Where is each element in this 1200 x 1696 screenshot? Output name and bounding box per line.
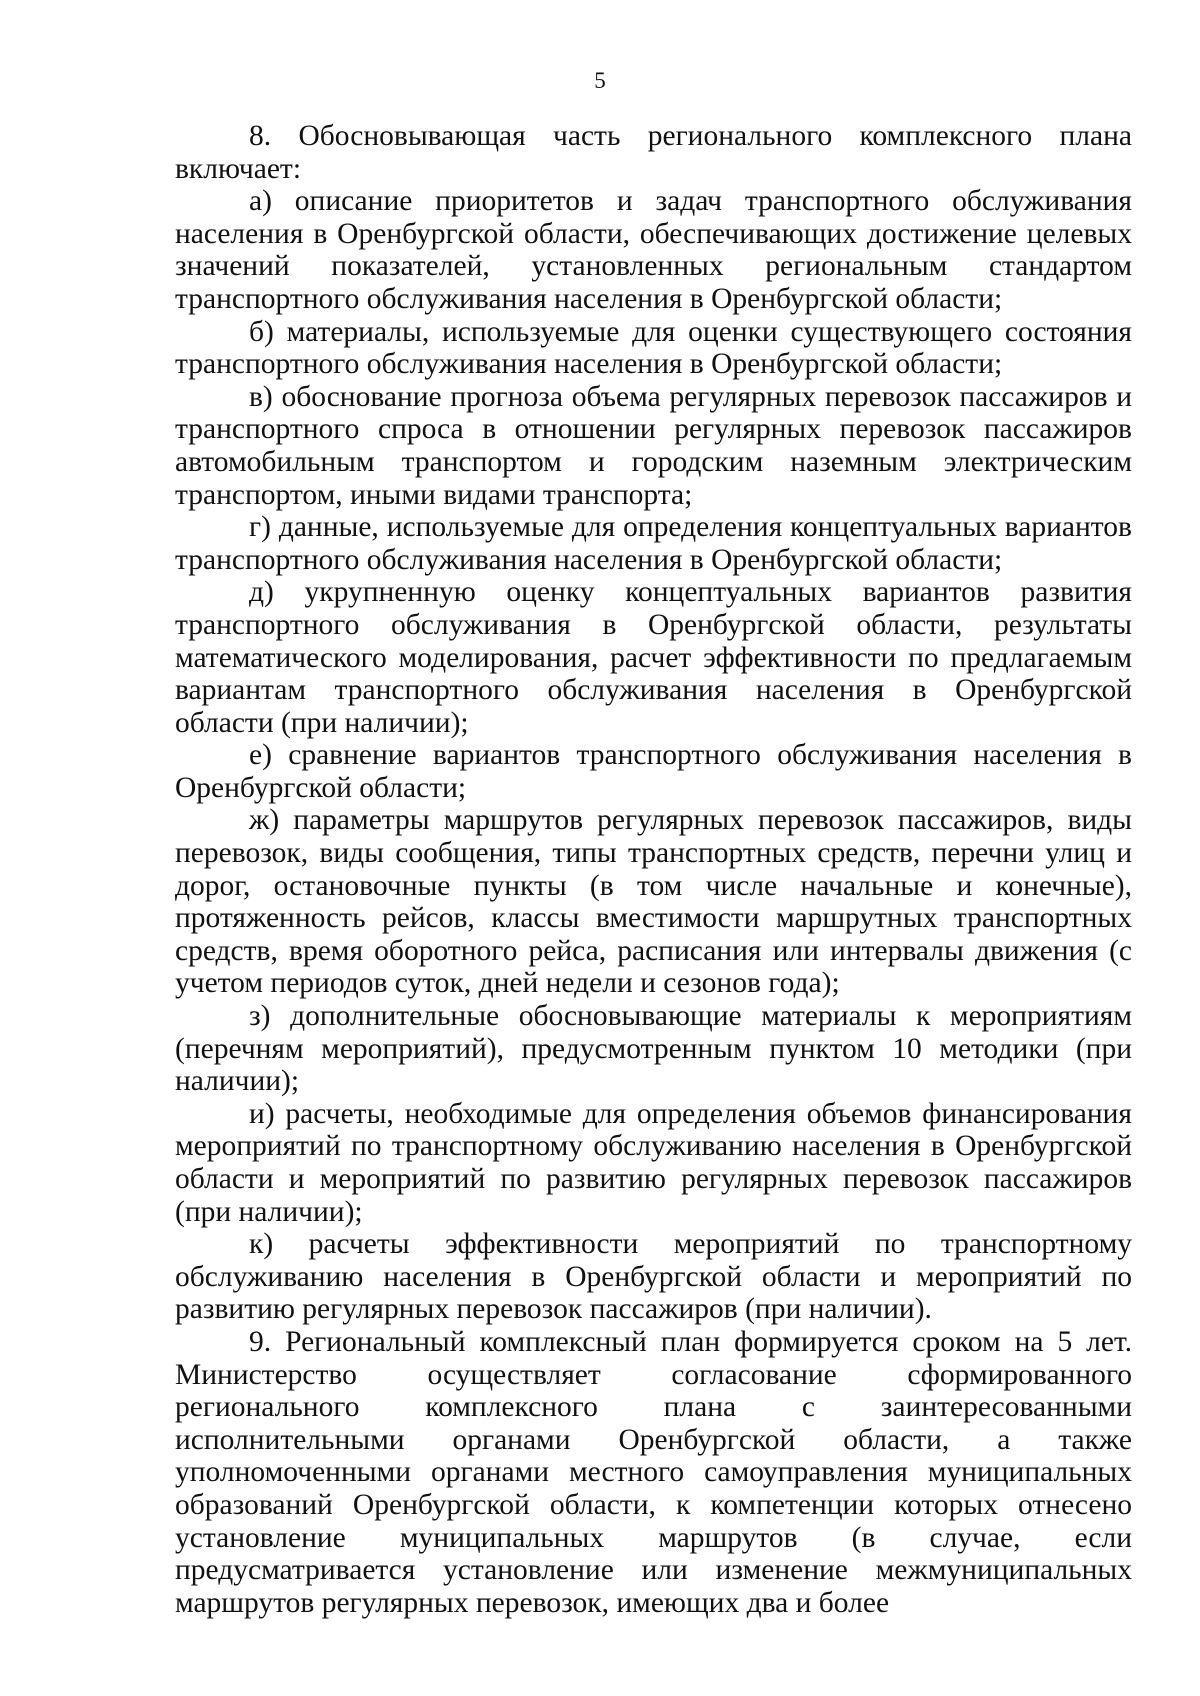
paragraph-item-g: г) данные, используемые для определения концептуальных вариантов транспортного обслуживания населения в Оренбургской области; bbox=[175, 511, 1132, 576]
paragraph-item-i: и) расчеты, необходимые для определения объемов финансирования мероприятий по транспортному обслуживанию населения в Оренбургской области и мероприятий по развитию регулярных перевозок пассажиров (при наличии); bbox=[175, 1097, 1132, 1228]
paragraph-item-z: з) дополнительные обосновывающие материалы к мероприятиям (перечням мероприятий), предусмотренным пунктом 10 методики (при наличии); bbox=[175, 1000, 1132, 1098]
paragraph-8-intro: 8. Обосновывающая часть регионального комплексного плана включает: bbox=[175, 120, 1132, 185]
paragraph-item-e: е) сравнение вариантов транспортного обслуживания населения в Оренбургской области; bbox=[175, 739, 1132, 804]
paragraph-item-zh: ж) параметры маршрутов регулярных перевозок пассажиров, виды перевозок, виды сообщения, типы транспортных средств, перечни улиц и дорог, остановочные пункты (в том числе начальные и конечные), протяженность рейсов, классы вместимости маршрутных транспортных средств, время оборотного рейса, расписания или интервалы движения (с учетом периодов суток, дней недели и сезонов года); bbox=[175, 804, 1132, 1000]
paragraph-item-v: в) обоснование прогноза объема регулярных перевозок пассажиров и транспортного спроса в отношении регулярных перевозок пассажиров автомобильным транспортом и городским наземным электрическим транспортом, иными видами транспорта; bbox=[175, 380, 1132, 511]
paragraph-item-a: а) описание приоритетов и задач транспортного обслуживания населения в Оренбургской области, обеспечивающих достижение целевых значений показателей, установленных региональным стандартом транспортного обслуживания населения в Оренбургской области; bbox=[175, 185, 1132, 315]
paragraph-item-b: б) материалы, используемые для оценки существующего состояния транспортного обслуживания населения в Оренбургской области; bbox=[175, 315, 1132, 381]
document-body bbox=[175, 120, 1132, 1619]
paragraph-item-k: к) расчеты эффективности мероприятий по транспортному обслуживанию населения в Оренбургской области и мероприятий по развитию регулярных перевозок пассажиров (при наличии). bbox=[175, 1228, 1132, 1326]
page-number: 5 bbox=[594, 68, 606, 93]
paragraph-item-d: д) укрупненную оценку концептуальных вариантов развития транспортного обслуживания в Оренбургской области, результаты математического моделирования, расчет эффективности по предлагаемым вариантам транспортного обслуживания населения в Оренбургской области (при наличии); bbox=[175, 576, 1132, 739]
paragraph-9: 9. Региональный комплексный план формируется сроком на 5 лет. Министерство осуществляет согласование сформированного регионального комплексного плана с заинтересованными исполнительными органами Оренбургской области, а также уполномоченными органами местного самоуправления муниципальных образований Оренбургской области, к компетенции которых отнесено установление муниципальных маршрутов (в случае, если предусматривается установление или изменение межмуниципальных маршрутов регулярных перевозок, имеющих два и более bbox=[175, 1325, 1132, 1619]
